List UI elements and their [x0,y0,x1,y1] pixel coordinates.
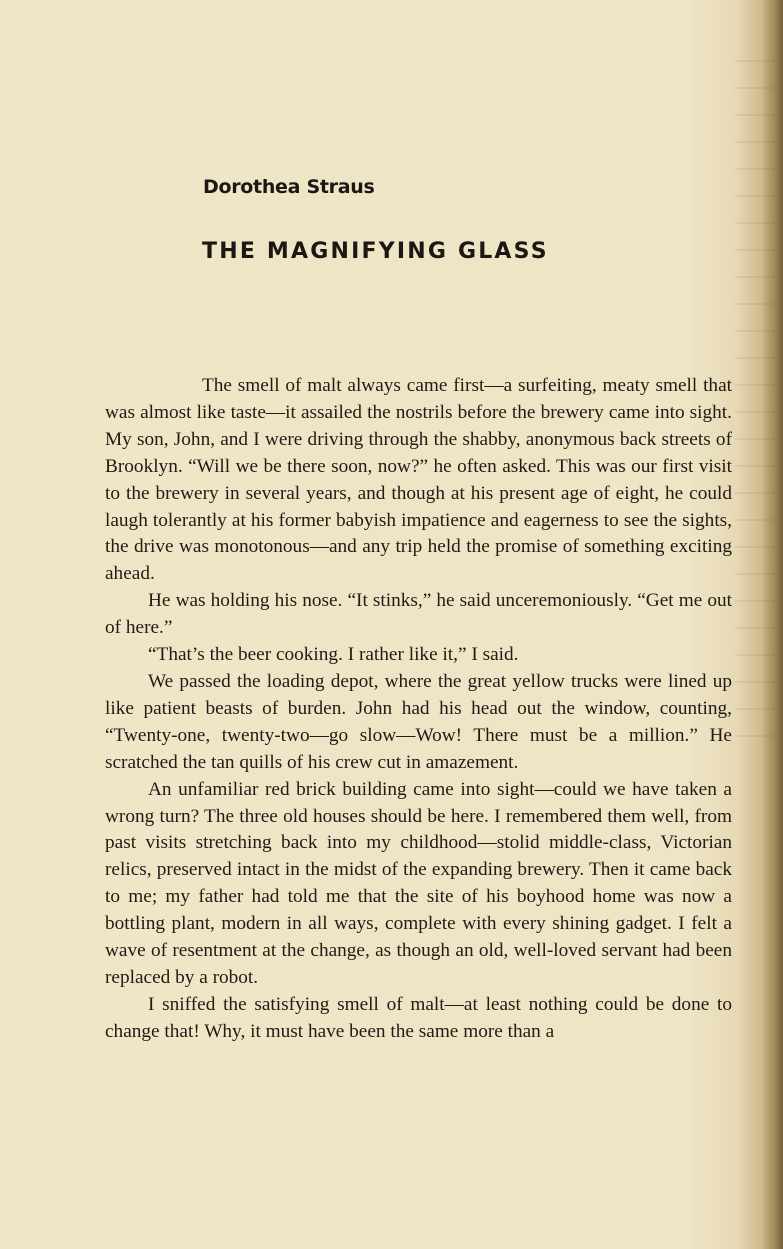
paragraph: “That’s the beer cooking. I rather like it,” I said. [148,644,519,666]
story-title: THE MAGNIFYING GLASS [202,239,549,264]
paragraph: We passed the loading depot, where the great yellow trucks were lined up like patient beasts of burden. John had his head out the window, counting, “Twenty-one, twenty-two—go slow—Wow! There must be a million.” He scratched the tan quills of his crew cut in amazement. [105,670,732,773]
story-body [105,373,732,1046]
paragraph: An unfamiliar red brick building came into sight—could we have taken a wrong turn? The three old houses should be here. I remembered them well, from past visits stretching back into my childhood—stolid middle-class, Victorian relics, preserved intact in the midst of the expanding brewery. Then it came back to me; my father had told me that the site of his boyhood home was now a bottling plant, modern in all ways, complete with every shining gadget. I felt a wave of resentment at the change, as though an old, well-loved servant had been replaced by a robot. [105,778,732,988]
page-edge-shadow [761,0,783,1249]
author-name: Dorothea Straus [203,176,375,198]
paragraph: I sniffed the satisfying smell of malt—at least nothing could be done to change that! Why, it must have been the same more than a [105,993,732,1042]
paragraph: The smell of malt always came first—a surfeiting, meaty smell that was almost like taste—it assailed the nostrils before the brewery came into sight. My son, John, and I were driving through the shabby, anonymous back streets of Brooklyn. “Will we be there soon, now?” he often asked. This was our first visit to the brewery in several years, and though at his present age of eight, he could laugh tolerantly at his former babyish impatience and eagerness to see the sights, the drive was monotonous—and any trip held the promise of something exciting ahead. [105,375,732,585]
paragraph: He was holding his nose. “It stinks,” he said unceremoniously. “Get me out of here.” [105,590,732,639]
